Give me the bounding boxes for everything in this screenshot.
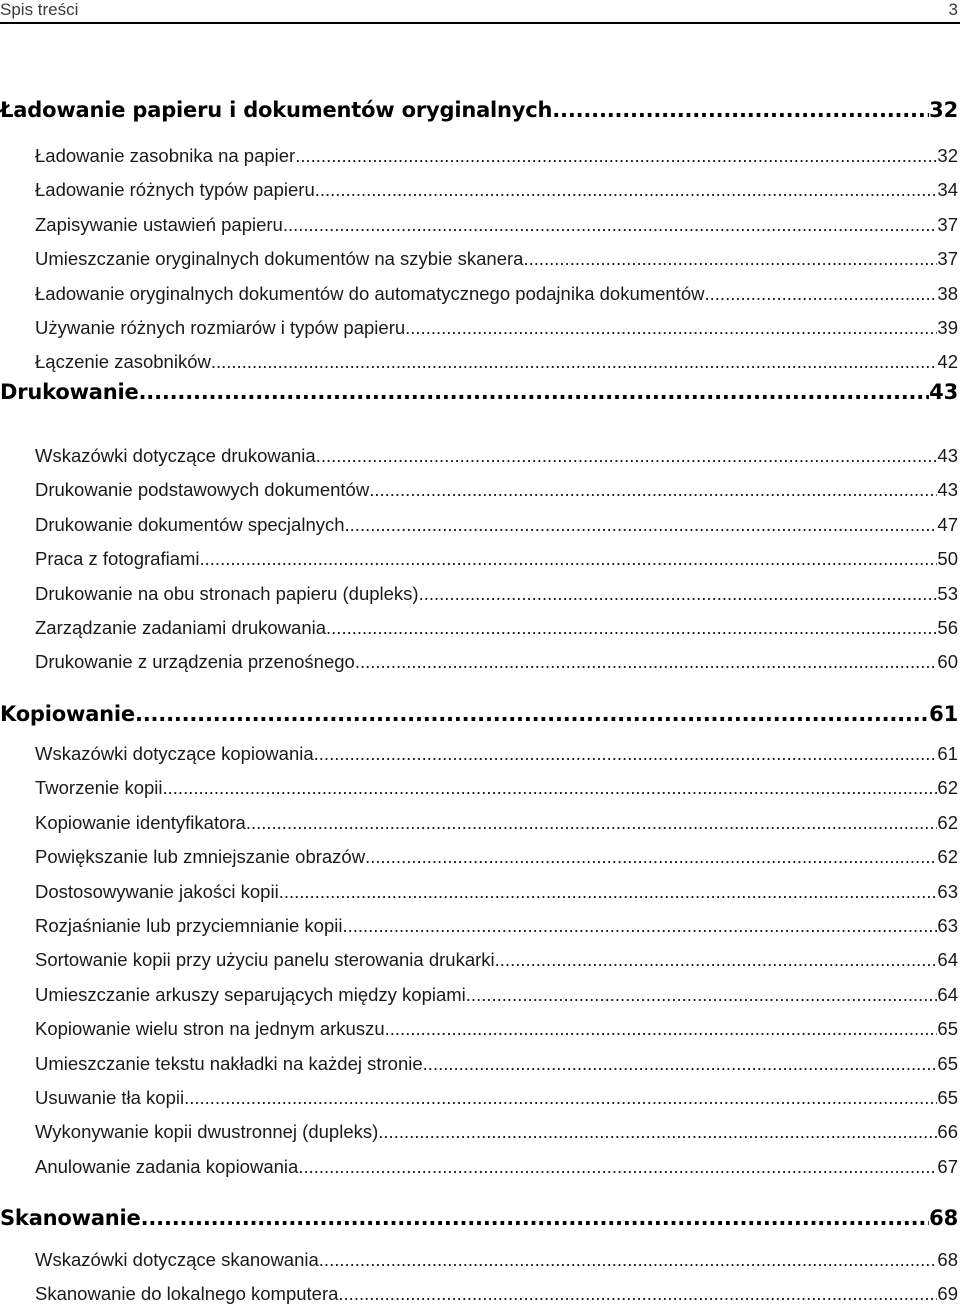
toc-section-title: Ładowanie różnych typów papieru	[35, 179, 315, 200]
toc-section-page: 38	[937, 283, 958, 304]
toc-section-page: 68	[937, 1249, 958, 1270]
toc-section-entry[interactable]	[35, 812, 958, 840]
toc-section-title: Wskazówki dotyczące kopiowania	[35, 743, 314, 764]
toc-section-page: 64	[937, 949, 958, 970]
toc-section-entry[interactable]	[35, 881, 958, 909]
toc-leader-dots	[298, 1156, 937, 1178]
toc-section-entry[interactable]	[35, 514, 958, 542]
toc-section-title: Ładowanie zasobnika na papier	[35, 145, 296, 166]
toc-section-page: 67	[937, 1156, 958, 1177]
toc-section-page: 63	[937, 881, 958, 902]
toc-section-entry[interactable]	[35, 651, 958, 679]
toc-leader-dots	[385, 1018, 938, 1040]
toc-chapter-entry[interactable]	[0, 98, 958, 132]
toc-section-page: 62	[937, 777, 958, 798]
toc-section-entry[interactable]	[35, 1156, 958, 1184]
toc-leader-dots	[378, 1121, 937, 1143]
toc-section-title: Drukowanie dokumentów specjalnych	[35, 514, 345, 535]
toc-section-entry[interactable]	[35, 479, 958, 507]
toc-chapter-entry[interactable]	[0, 1206, 958, 1240]
toc-leader-dots	[139, 380, 930, 404]
toc-section-entry[interactable]	[35, 915, 958, 943]
toc-section-title: Wskazówki dotyczące skanowania	[35, 1249, 319, 1270]
toc-section-title: Ładowanie oryginalnych dokumentów do automatycznego podajnika dokumentów	[35, 283, 705, 304]
toc-section-entry[interactable]	[35, 1121, 958, 1149]
header-title: Spis treści	[0, 0, 79, 19]
toc-leader-dots	[365, 846, 937, 868]
toc-chapter-entry[interactable]	[0, 702, 958, 736]
toc-section-title: Rozjaśnianie lub przyciemnianie kopii	[35, 915, 343, 936]
toc-section-entry[interactable]	[35, 846, 958, 874]
toc-section-title: Usuwanie tła kopii	[35, 1087, 185, 1108]
toc-leader-dots	[316, 445, 938, 467]
toc-section-title: Zapisywanie ustawień papieru	[35, 214, 283, 235]
toc-section-title: Wykonywanie kopii dwustronnej (dupleks)	[35, 1121, 379, 1142]
toc-section-title: Łączenie zasobników	[35, 351, 211, 372]
toc-section-title: Wskazówki dotyczące drukowania	[35, 445, 316, 466]
toc-section-entry[interactable]	[35, 317, 958, 345]
toc-leader-dots	[552, 98, 929, 122]
toc-section-entry[interactable]	[35, 1087, 958, 1115]
toc-leader-dots	[315, 179, 938, 201]
toc-leader-dots	[466, 984, 938, 1006]
toc-leader-dots	[523, 248, 937, 270]
toc-chapter-title: Skanowanie	[0, 1206, 141, 1230]
toc-leader-dots	[283, 214, 938, 236]
toc-section-entry[interactable]	[35, 445, 958, 473]
toc-chapter-title: Drukowanie	[0, 380, 139, 404]
toc-section-entry[interactable]	[35, 214, 958, 242]
toc-section-entry[interactable]	[35, 145, 958, 173]
toc-section-page: 43	[937, 479, 958, 500]
toc-leader-dots	[342, 915, 937, 937]
toc-leader-dots	[163, 777, 938, 799]
toc-leader-dots	[423, 1053, 938, 1075]
toc-section-page: 42	[937, 351, 958, 372]
toc-section-entry[interactable]	[35, 583, 958, 611]
toc-section-page: 50	[937, 548, 958, 569]
toc-section-page: 56	[937, 617, 958, 638]
toc-leader-dots	[246, 812, 938, 834]
toc-section-page: 65	[937, 1087, 958, 1108]
toc-section-page: 62	[937, 812, 958, 833]
toc-leader-dots	[326, 617, 937, 639]
toc-section-page: 64	[937, 984, 958, 1005]
toc-section-page: 66	[937, 1121, 958, 1142]
toc-section-title: Dostosowywanie jakości kopii	[35, 881, 279, 902]
toc-section-entry[interactable]	[35, 283, 958, 311]
toc-leader-dots	[419, 583, 938, 605]
toc-section-entry[interactable]	[35, 743, 958, 771]
toc-section-title: Drukowanie z urządzenia przenośnego	[35, 651, 355, 672]
toc-chapter-page: 43	[929, 380, 958, 404]
toc-section-title: Kopiowanie wielu stron na jednym arkuszu	[35, 1018, 385, 1039]
toc-chapter-page: 61	[929, 702, 958, 726]
toc-section-title: Drukowanie na obu stronach papieru (dupleks)	[35, 583, 419, 604]
toc-section-page: 34	[937, 179, 958, 200]
toc-leader-dots	[279, 881, 938, 903]
toc-leader-dots	[184, 1087, 937, 1109]
toc-section-title: Praca z fotografiami	[35, 548, 200, 569]
toc-section-page: 39	[937, 317, 958, 338]
toc-leader-dots	[200, 548, 938, 570]
toc-section-page: 53	[937, 583, 958, 604]
toc-section-title: Drukowanie podstawowych dokumentów	[35, 479, 370, 500]
toc-chapter-page: 68	[929, 1206, 958, 1230]
toc-leader-dots	[211, 351, 938, 373]
toc-section-title: Tworzenie kopii	[35, 777, 163, 798]
toc-section-title: Umieszczanie oryginalnych dokumentów na szybie skanera	[35, 248, 524, 269]
toc-section-title: Powiększanie lub zmniejszanie obrazów	[35, 846, 366, 867]
toc-section-entry[interactable]	[35, 1018, 958, 1046]
toc-leader-dots	[141, 1206, 930, 1230]
toc-section-page: 37	[937, 248, 958, 269]
toc-section-entry[interactable]	[35, 617, 958, 645]
toc-leader-dots	[495, 949, 938, 971]
toc-section-entry[interactable]	[35, 1283, 958, 1311]
toc-section-entry[interactable]	[35, 949, 958, 977]
toc-section-page: 65	[937, 1053, 958, 1074]
toc-section-title: Kopiowanie identyfikatora	[35, 812, 246, 833]
toc-leader-dots	[135, 702, 929, 726]
toc-leader-dots	[338, 1283, 937, 1305]
toc-section-page: 37	[937, 214, 958, 235]
toc-section-page: 47	[937, 514, 958, 535]
toc-section-entry[interactable]	[35, 777, 958, 805]
toc-chapter-title: Kopiowanie	[0, 702, 135, 726]
toc-chapter-entry[interactable]	[0, 380, 958, 414]
toc-leader-dots	[355, 651, 938, 673]
toc-section-page: 65	[937, 1018, 958, 1039]
toc-section-page: 60	[937, 651, 958, 672]
toc-section-entry[interactable]	[35, 1053, 958, 1081]
toc-leader-dots	[319, 1249, 938, 1271]
toc-leader-dots	[314, 743, 938, 765]
toc-section-entry[interactable]	[35, 1249, 958, 1277]
page-header	[0, 0, 960, 24]
toc-chapter-page: 32	[929, 98, 958, 122]
toc-leader-dots	[405, 317, 937, 339]
toc-section-title: Sortowanie kopii przy użyciu panelu sterowania drukarki	[35, 949, 495, 970]
toc-section-title: Skanowanie do lokalnego komputera	[35, 1283, 339, 1304]
toc-section-page: 43	[937, 445, 958, 466]
toc-leader-dots	[705, 283, 938, 305]
toc-chapter-title: Ładowanie papieru i dokumentów oryginalnych	[0, 98, 553, 122]
toc-section-title: Używanie różnych rozmiarów i typów papieru	[35, 317, 406, 338]
toc-section-page: 62	[937, 846, 958, 867]
toc-section-title: Anulowanie zadania kopiowania	[35, 1156, 299, 1177]
toc-section-entry[interactable]	[35, 984, 958, 1012]
toc-section-title: Umieszczanie tekstu nakładki na każdej stronie	[35, 1053, 423, 1074]
toc-section-page: 63	[937, 915, 958, 936]
header-page-number: 3	[948, 0, 958, 19]
toc-section-entry[interactable]	[35, 351, 958, 379]
toc-section-title: Zarządzanie zadaniami drukowania	[35, 617, 327, 638]
toc-section-page: 32	[937, 145, 958, 166]
toc-leader-dots	[345, 514, 938, 536]
toc-section-entry[interactable]	[35, 248, 958, 276]
toc-leader-dots	[295, 145, 937, 167]
toc-section-page: 61	[937, 743, 958, 764]
toc-section-page: 69	[937, 1283, 958, 1304]
toc-section-title: Umieszczanie arkuszy separujących między kopiami	[35, 984, 466, 1005]
toc-section-entry[interactable]	[35, 548, 958, 576]
toc-leader-dots	[369, 479, 937, 501]
toc-section-entry[interactable]	[35, 179, 958, 207]
